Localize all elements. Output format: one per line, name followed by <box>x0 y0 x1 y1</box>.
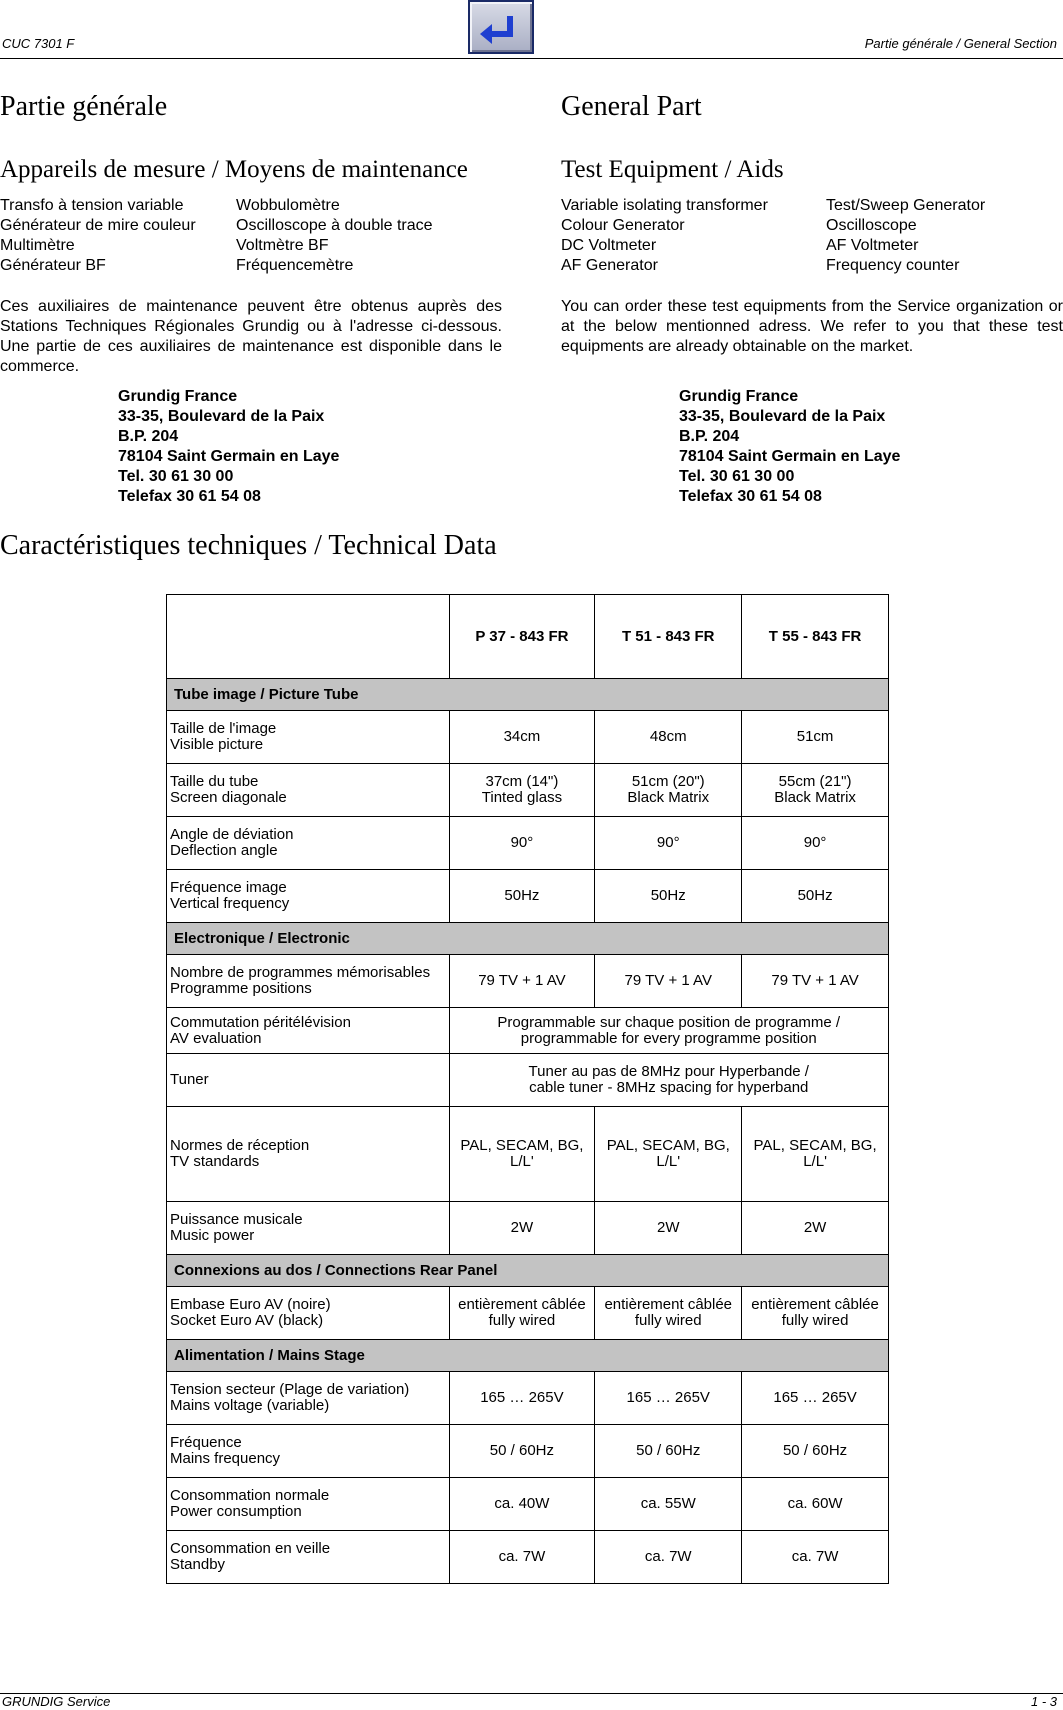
model-header: T 55 - 843 FR <box>742 595 889 679</box>
table-row <box>167 1531 889 1584</box>
list-item: Générateur de mire couleur <box>0 217 196 234</box>
header-model: CUC 7301 F <box>2 36 75 51</box>
footer-rule <box>0 1693 1063 1694</box>
table-row <box>167 955 889 1008</box>
table-cell: 50Hz <box>742 870 889 923</box>
back-arrow-icon <box>470 2 532 52</box>
address-line: B.P. 204 <box>679 428 740 445</box>
fr-equipment-col2 <box>236 196 433 276</box>
table-cell: 90° <box>449 817 595 870</box>
address-line: 78104 Saint Germain en Laye <box>118 448 340 465</box>
row-label: Taille de l'image Visible picture <box>167 711 450 764</box>
table-cell: 2W <box>449 1202 595 1255</box>
list-item: AF Voltmeter <box>826 237 919 254</box>
table-cell: ca. 60W <box>742 1478 889 1531</box>
header-section: Partie générale / General Section <box>864 36 1057 51</box>
table-cell: 37cm (14") Tinted glass <box>449 764 595 817</box>
list-item: Transfo à tension variable <box>0 197 184 214</box>
list-item: Test/Sweep Generator <box>826 197 986 214</box>
en-subtitle: Test Equipment / Aids <box>561 156 784 183</box>
back-button[interactable] <box>468 0 534 54</box>
table-cell: PAL, SECAM, BG, L/L' <box>742 1107 889 1202</box>
list-item: Colour Generator <box>561 217 685 234</box>
footer-brand: GRUNDIG Service <box>2 1694 111 1709</box>
table-cell: 50Hz <box>595 870 742 923</box>
model-header: T 51 - 843 FR <box>595 595 742 679</box>
address-line: Grundig France <box>679 388 799 405</box>
table-row <box>167 1107 889 1202</box>
fr-subtitle: Appareils de mesure / Moyens de maintenance <box>0 156 468 183</box>
en-paragraph: You can order these test equipments from the Service organization or at the below mentionned adress. We refer to you that these test equipments are already obtainable on the market. <box>561 298 1063 355</box>
table-cell: 51cm <box>742 711 889 764</box>
table-cell: 165 … 265V <box>449 1372 595 1425</box>
row-label: Taille du tube Screen diagonale <box>167 764 450 817</box>
table-cell: 50Hz <box>449 870 595 923</box>
table-row <box>167 870 889 923</box>
list-item: Multimètre <box>0 237 75 254</box>
table-cell: 50 / 60Hz <box>595 1425 742 1478</box>
table-row <box>167 1478 889 1531</box>
row-label: Tension secteur (Plage de variation) Mains voltage (variable) <box>167 1372 450 1425</box>
table-header-row <box>167 595 889 679</box>
row-label: Commutation péritélévision AV evaluation <box>167 1008 450 1054</box>
row-label: Tuner <box>167 1054 450 1107</box>
table-cell: 48cm <box>595 711 742 764</box>
table-row <box>167 1425 889 1478</box>
section-row <box>167 679 889 711</box>
section-row <box>167 1255 889 1287</box>
en-equipment-col2 <box>826 196 985 276</box>
row-label: Embase Euro AV (noire) Socket Euro AV (black) <box>167 1287 450 1340</box>
address-line: B.P. 204 <box>118 428 179 445</box>
list-item: AF Generator <box>561 257 658 274</box>
section-row <box>167 923 889 955</box>
section-electronic: Electronique / Electronic <box>167 923 889 955</box>
section-tube: Tube image / Picture Tube <box>167 679 889 711</box>
list-item: Frequency counter <box>826 257 960 274</box>
table-row <box>167 1372 889 1425</box>
address-line: Tel. 30 61 30 00 <box>118 468 234 485</box>
table-row <box>167 817 889 870</box>
table-cell: 90° <box>742 817 889 870</box>
en-address <box>679 387 900 507</box>
table-cell: 79 TV + 1 AV <box>742 955 889 1008</box>
table-cell: ca. 7W <box>449 1531 595 1584</box>
table-cell: Programmable sur chaque position de programme / programmable for every programme position <box>449 1008 889 1054</box>
table-cell: 2W <box>742 1202 889 1255</box>
table-cell: PAL, SECAM, BG, L/L' <box>595 1107 742 1202</box>
list-item: Variable isolating transformer <box>561 197 768 214</box>
model-header: P 37 - 843 FR <box>449 595 595 679</box>
table-cell: 90° <box>595 817 742 870</box>
table-cell: 165 … 265V <box>595 1372 742 1425</box>
table-row <box>167 1008 889 1054</box>
row-label: Angle de déviation Deflection angle <box>167 817 450 870</box>
table-row <box>167 1287 889 1340</box>
table-cell: 50 / 60Hz <box>742 1425 889 1478</box>
list-item: Fréquencemètre <box>236 257 354 274</box>
table-cell: ca. 7W <box>595 1531 742 1584</box>
empty-cell <box>167 595 450 679</box>
list-item: Générateur BF <box>0 257 106 274</box>
header-rule <box>0 58 1063 59</box>
table-cell: 2W <box>595 1202 742 1255</box>
address-line: 33-35, Boulevard de la Paix <box>118 408 325 425</box>
table-cell: PAL, SECAM, BG, L/L' <box>449 1107 595 1202</box>
table-cell: ca. 7W <box>742 1531 889 1584</box>
table-cell: Tuner au pas de 8MHz pour Hyperbande / cable tuner - 8MHz spacing for hyperband <box>449 1054 889 1107</box>
table-row <box>167 1054 889 1107</box>
en-equipment-col1 <box>561 196 768 276</box>
en-title: General Part <box>561 91 702 122</box>
footer-page-number: 1 - 3 <box>1030 1694 1057 1709</box>
fr-paragraph: Ces auxiliaires de maintenance peuvent être obtenus auprès des Stations Techniques Régionales Grundig ou à l'adresse ci-dessous. Une partie de ces auxiliaires de maintenance est disponible dans le commerce. <box>0 298 502 375</box>
list-item: Voltmètre BF <box>236 237 329 254</box>
list-item: Oscilloscope à double trace <box>236 217 433 234</box>
list-item: Oscilloscope <box>826 217 917 234</box>
section-connections: Connexions au dos / Connections Rear Panel <box>167 1255 889 1287</box>
table-cell: 55cm (21") Black Matrix <box>742 764 889 817</box>
table-row <box>167 711 889 764</box>
address-line: 33-35, Boulevard de la Paix <box>679 408 886 425</box>
table-cell: entièrement câblée fully wired <box>595 1287 742 1340</box>
table-cell: ca. 40W <box>449 1478 595 1531</box>
tech-data-table <box>166 594 889 1584</box>
row-label: Consommation en veille Standby <box>167 1531 450 1584</box>
table-cell: 79 TV + 1 AV <box>449 955 595 1008</box>
table-cell: 50 / 60Hz <box>449 1425 595 1478</box>
row-label: Fréquence Mains frequency <box>167 1425 450 1478</box>
list-item: Wobbulomètre <box>236 197 340 214</box>
table-cell: entièrement câblée fully wired <box>449 1287 595 1340</box>
row-label: Fréquence image Vertical frequency <box>167 870 450 923</box>
address-line: Telefax 30 61 54 08 <box>118 488 261 505</box>
table-cell: entièrement câblée fully wired <box>742 1287 889 1340</box>
table-cell: 79 TV + 1 AV <box>595 955 742 1008</box>
fr-title: Partie générale <box>0 91 168 122</box>
address-line: Telefax 30 61 54 08 <box>679 488 822 505</box>
list-item: DC Voltmeter <box>561 237 657 254</box>
row-label: Consommation normale Power consumption <box>167 1478 450 1531</box>
section-row <box>167 1340 889 1372</box>
table-cell: 51cm (20") Black Matrix <box>595 764 742 817</box>
row-label: Nombre de programmes mémorisables Programme positions <box>167 955 450 1008</box>
row-label: Normes de réception TV standards <box>167 1107 450 1202</box>
table-row <box>167 1202 889 1255</box>
address-line: Tel. 30 61 30 00 <box>679 468 795 485</box>
table-row <box>167 764 889 817</box>
row-label: Puissance musicale Music power <box>167 1202 450 1255</box>
address-line: 78104 Saint Germain en Laye <box>679 448 901 465</box>
table-cell: 34cm <box>449 711 595 764</box>
section-mains: Alimentation / Mains Stage <box>167 1340 889 1372</box>
address-line: Grundig France <box>118 388 238 405</box>
table-cell: 165 … 265V <box>742 1372 889 1425</box>
fr-address <box>118 387 339 507</box>
table-cell: ca. 55W <box>595 1478 742 1531</box>
tech-title: Caractéristiques techniques / Technical Data <box>0 530 497 561</box>
fr-equipment-col1 <box>0 196 196 276</box>
